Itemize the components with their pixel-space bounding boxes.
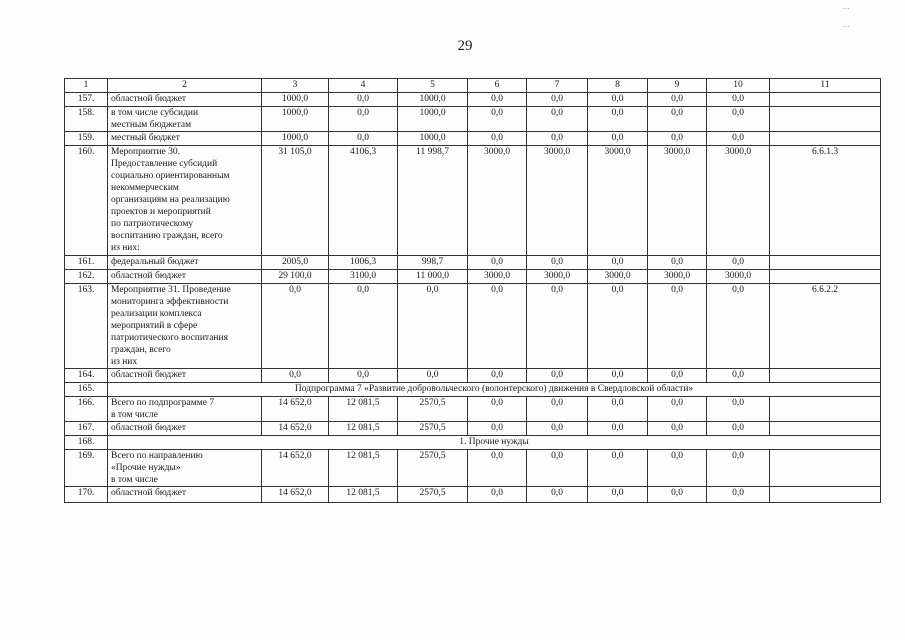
- table-cell: 2570,5: [398, 450, 468, 487]
- table-cell: 0,0: [468, 256, 527, 270]
- row-label: областной бюджет: [108, 93, 262, 107]
- row-code: [770, 270, 881, 284]
- table-cell: 0,0: [527, 93, 588, 107]
- row-label: Мероприятие 31. Проведение мониторинга эффективности реализации комплекса мероприятий в сфере патриотического воспитания граждан, всего из них: [108, 284, 262, 369]
- column-header: 9: [648, 79, 707, 93]
- table-cell: 0,0: [707, 397, 770, 422]
- table-cell: 2570,5: [398, 422, 468, 436]
- table-cell: 0,0: [648, 397, 707, 422]
- budget-table: [64, 78, 881, 503]
- table-cell: 0,0: [707, 107, 770, 132]
- table-cell: 2005,0: [262, 256, 329, 270]
- table-cell: 14 652,0: [262, 487, 329, 503]
- table-cell: 0,0: [468, 369, 527, 383]
- table-cell: 1000,0: [262, 93, 329, 107]
- row-number: 165.: [65, 383, 108, 397]
- row-label: Всего по направлению «Прочие нужды» в том числе: [108, 450, 262, 487]
- table-row: [65, 270, 881, 284]
- table-cell: 998,7: [398, 256, 468, 270]
- table-cell: 3000,0: [527, 146, 588, 256]
- table-cell: 0,0: [648, 93, 707, 107]
- table-cell: 0,0: [648, 369, 707, 383]
- table-cell: 0,0: [398, 284, 468, 369]
- table-cell: 0,0: [468, 132, 527, 146]
- table-cell: 0,0: [468, 284, 527, 369]
- column-header: 10: [707, 79, 770, 93]
- table-cell: 2570,5: [398, 397, 468, 422]
- table-cell: 0,0: [527, 450, 588, 487]
- table-cell: 1000,0: [398, 107, 468, 132]
- column-header: 8: [588, 79, 648, 93]
- table-cell: 0,0: [588, 397, 648, 422]
- table-cell: 0,0: [648, 284, 707, 369]
- table-cell: 0,0: [648, 450, 707, 487]
- row-number: 161.: [65, 256, 108, 270]
- table-cell: 0,0: [648, 107, 707, 132]
- table-cell: 3000,0: [707, 270, 770, 284]
- table-cell: 3100,0: [329, 270, 398, 284]
- table-cell: 0,0: [588, 284, 648, 369]
- table-cell: 0,0: [648, 256, 707, 270]
- table-cell: 4106,3: [329, 146, 398, 256]
- row-code: [770, 369, 881, 383]
- section-title: Подпрограмма 7 «Развитие добровольческого (волонтерского) движения в Свердловской области»: [108, 383, 881, 397]
- scan-artifact: ⋯: [842, 4, 851, 13]
- table-cell: 0,0: [648, 487, 707, 503]
- row-number: 158.: [65, 107, 108, 132]
- section-title: 1. Прочие нужды: [108, 436, 881, 450]
- table-cell: 0,0: [329, 132, 398, 146]
- row-label: местный бюджет: [108, 132, 262, 146]
- row-code: [770, 107, 881, 132]
- row-number: 157.: [65, 93, 108, 107]
- table-cell: 1000,0: [262, 132, 329, 146]
- table-cell: 0,0: [527, 369, 588, 383]
- table-header-row: [65, 79, 881, 93]
- column-header: 11: [770, 79, 881, 93]
- table-cell: 0,0: [398, 369, 468, 383]
- table-cell: 0,0: [588, 487, 648, 503]
- table-cell: 0,0: [468, 487, 527, 503]
- table-cell: 0,0: [527, 256, 588, 270]
- table-cell: 0,0: [329, 369, 398, 383]
- table-cell: 31 105,0: [262, 146, 329, 256]
- table-cell: 0,0: [588, 107, 648, 132]
- table-row: [65, 146, 881, 256]
- table-cell: 0,0: [588, 132, 648, 146]
- table-row: [65, 93, 881, 107]
- scan-artifact: ⋯: [842, 22, 851, 31]
- table-row: [65, 450, 881, 487]
- row-label: областной бюджет: [108, 270, 262, 284]
- row-number: 162.: [65, 270, 108, 284]
- row-number: 160.: [65, 146, 108, 256]
- table-cell: 14 652,0: [262, 450, 329, 487]
- table-section-row: [65, 436, 881, 450]
- table-cell: 0,0: [648, 422, 707, 436]
- table-cell: 0,0: [588, 93, 648, 107]
- table-cell: 14 652,0: [262, 397, 329, 422]
- table-cell: 0,0: [329, 107, 398, 132]
- table-cell: 0,0: [707, 487, 770, 503]
- table-cell: 0,0: [262, 284, 329, 369]
- table-cell: 0,0: [707, 422, 770, 436]
- table-cell: 3000,0: [648, 146, 707, 256]
- row-code: [770, 397, 881, 422]
- column-header: 6: [468, 79, 527, 93]
- column-header: 1: [65, 79, 108, 93]
- table-cell: 0,0: [527, 107, 588, 132]
- row-code: [770, 93, 881, 107]
- table-cell: 3000,0: [468, 270, 527, 284]
- row-code: [770, 256, 881, 270]
- row-label: федеральный бюджет: [108, 256, 262, 270]
- column-header: 3: [262, 79, 329, 93]
- table-cell: 2570,5: [398, 487, 468, 503]
- row-label: областной бюджет: [108, 369, 262, 383]
- table-cell: 0,0: [527, 397, 588, 422]
- table-cell: 3000,0: [588, 270, 648, 284]
- table-cell: 0,0: [468, 422, 527, 436]
- table-row: [65, 256, 881, 270]
- table-cell: 0,0: [468, 450, 527, 487]
- table-cell: 12 081,5: [329, 487, 398, 503]
- table-cell: 0,0: [588, 256, 648, 270]
- row-label: областной бюджет: [108, 422, 262, 436]
- row-number: 164.: [65, 369, 108, 383]
- row-code: [770, 422, 881, 436]
- table-cell: 0,0: [468, 93, 527, 107]
- table-cell: 0,0: [262, 369, 329, 383]
- table-cell: 0,0: [527, 422, 588, 436]
- table-cell: 0,0: [527, 132, 588, 146]
- table-cell: 3000,0: [527, 270, 588, 284]
- table-cell: 1000,0: [262, 107, 329, 132]
- table-cell: 0,0: [707, 93, 770, 107]
- row-number: 167.: [65, 422, 108, 436]
- table-cell: 11 000,0: [398, 270, 468, 284]
- row-number: 166.: [65, 397, 108, 422]
- table-cell: 12 081,5: [329, 422, 398, 436]
- row-number: 170.: [65, 487, 108, 503]
- row-label: в том числе субсидии местным бюджетам: [108, 107, 262, 132]
- row-number: 159.: [65, 132, 108, 146]
- table-cell: 14 652,0: [262, 422, 329, 436]
- table-cell: 0,0: [707, 256, 770, 270]
- row-label: Мероприятие 30. Предоставление субсидий социально ориентированным некоммерческим организациям на реализацию проектов и мероприятий по патриотическому воспитанию граждан, всего из них:: [108, 146, 262, 256]
- table-cell: 0,0: [527, 284, 588, 369]
- column-header: 5: [398, 79, 468, 93]
- table-cell: 0,0: [707, 450, 770, 487]
- table-cell: 0,0: [329, 93, 398, 107]
- row-code: 6.6.2.2: [770, 284, 881, 369]
- table-cell: 3000,0: [707, 146, 770, 256]
- table-cell: 12 081,5: [329, 397, 398, 422]
- row-code: [770, 132, 881, 146]
- table-cell: 29 100,0: [262, 270, 329, 284]
- row-number: 163.: [65, 284, 108, 369]
- table-cell: 0,0: [588, 422, 648, 436]
- table-cell: 3000,0: [588, 146, 648, 256]
- row-label: Всего по подпрограмме 7 в том числе: [108, 397, 262, 422]
- table-cell: 0,0: [588, 369, 648, 383]
- table-row: [65, 132, 881, 146]
- table-section-row: [65, 383, 881, 397]
- table-cell: 0,0: [527, 487, 588, 503]
- table-row: [65, 422, 881, 436]
- row-label: областной бюджет: [108, 487, 262, 503]
- table-cell: 12 081,5: [329, 450, 398, 487]
- table-cell: 3000,0: [468, 146, 527, 256]
- table-cell: 0,0: [329, 284, 398, 369]
- table-row: [65, 487, 881, 503]
- row-number: 168.: [65, 436, 108, 450]
- table-cell: 0,0: [468, 107, 527, 132]
- table-cell: 1006,3: [329, 256, 398, 270]
- table-row: [65, 397, 881, 422]
- table-cell: 0,0: [588, 450, 648, 487]
- row-code: [770, 450, 881, 487]
- table-cell: 0,0: [648, 132, 707, 146]
- table-cell: 0,0: [707, 284, 770, 369]
- row-code: [770, 487, 881, 503]
- table-cell: 11 998,7: [398, 146, 468, 256]
- table-row: [65, 369, 881, 383]
- table-cell: 0,0: [468, 397, 527, 422]
- table-cell: 0,0: [707, 132, 770, 146]
- row-number: 169.: [65, 450, 108, 487]
- column-header: 7: [527, 79, 588, 93]
- table-cell: 3000,0: [648, 270, 707, 284]
- table-row: [65, 107, 881, 132]
- table-cell: 1000,0: [398, 93, 468, 107]
- page-number: 29: [457, 38, 473, 54]
- column-header: 4: [329, 79, 398, 93]
- column-header: 2: [108, 79, 262, 93]
- table-cell: 1000,0: [398, 132, 468, 146]
- table-row: [65, 284, 881, 369]
- row-code: 6.6.1.3: [770, 146, 881, 256]
- table-cell: 0,0: [707, 369, 770, 383]
